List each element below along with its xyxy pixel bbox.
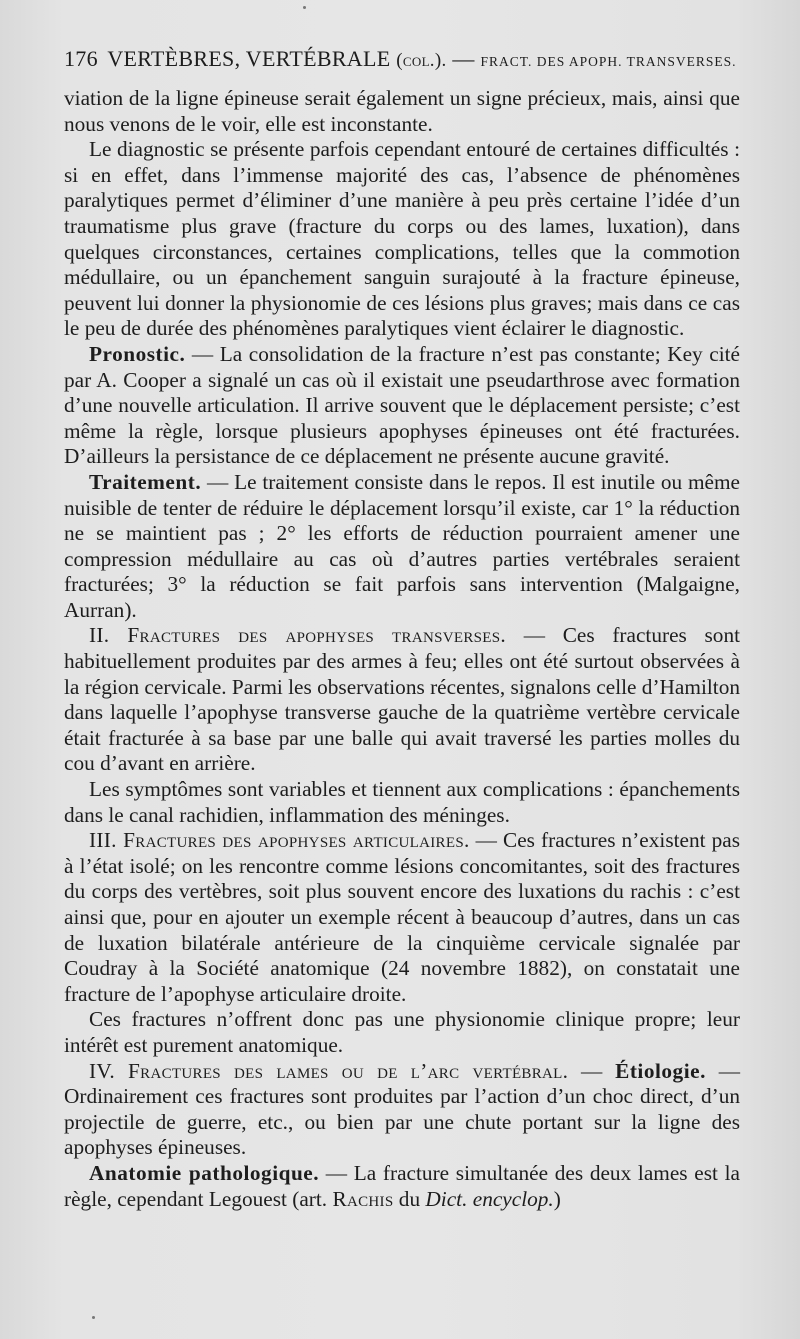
section-heading-lames: IV. Fractures des lames ou de l’arc vertébral.	[89, 1058, 569, 1083]
paragraph	[64, 1059, 740, 1161]
section-heading-etiologie: Étiologie.	[615, 1058, 706, 1083]
paragraph-text: du	[393, 1186, 426, 1211]
reference-rachis: Rachis	[332, 1186, 394, 1211]
section-heading-traitement: Traitement.	[89, 469, 202, 494]
paragraph-text: )	[553, 1186, 561, 1211]
paragraph: viation de la ligne épineuse serait également un signe précieux, mais, ainsi que nous venons de le voir, elle est inconstante.	[64, 86, 740, 136]
paragraph	[64, 470, 740, 624]
reference-dict: Dict. encyclop.	[425, 1186, 554, 1211]
paragraph	[64, 828, 740, 1007]
paragraph	[64, 623, 740, 777]
speck	[92, 1316, 95, 1319]
body-text	[64, 86, 740, 1212]
paragraph: Ces fractures n’offrent donc pas une physionomie clinique propre; leur intérêt est purement anatomique.	[64, 1007, 740, 1057]
section-heading-anatomie: Anatomie pathologique.	[89, 1160, 320, 1185]
paragraph: Le diagnostic se présente parfois cependant entouré de certaines difficultés : si en effet, dans l’immense majorité des cas, l’absence de phénomènes paralytiques permet d’éliminer d’une manière à peu près certaine l’idée d’un traumatisme plus grave (fracture du corps ou des lames, luxation), dans quelques circonstances, certaines complications, telles que la commotion médullaire, ou un épanchement sanguin surajouté à la fracture épineuse, peuvent lui donner la physionomie de ces lésions plus graves; mais dans ce cas le peu de durée des phénomènes paralytiques vient éclairer le diagnostic.	[64, 137, 740, 341]
section-heading-pronostic: Pronostic.	[89, 341, 186, 366]
header-col: (col.).	[396, 50, 447, 71]
dash: —	[568, 1058, 616, 1083]
header-running-head: FRACT. DES APOPH. TRANSVERSES.	[480, 54, 737, 69]
header-title: VERTÈBRES, VERTÉBRALE	[107, 46, 391, 71]
header-dash: —	[452, 46, 475, 71]
paragraph	[64, 1161, 740, 1212]
paragraph	[64, 342, 740, 470]
paragraph-text: — Le traitement consiste dans le repos. Il est inutile ou même nuisible de tenter de réduire le déplacement lorsqu’il existe, car 1° la réduction ne se maintient pas ; 2° les efforts de réduction pourraient amener une compression médullaire au cas où d’autres parties vertébrales seraient fracturées; 3° la réduction se fait parfois sans intervention (Malgaigne, Aurran).	[64, 469, 740, 622]
paragraph-text: — Ces fractures n’existent pas à l’état isolé; on les rencontre comme lésions concomitantes, soit des fractures du corps des vertèbres, soit plus souvent encore des luxations du rachis : c’est ainsi que, pour en ajouter un exemple récent à beaucoup d’autres, dans un cas de luxation bilatérale antérieure de la cinquième cervicale signalée par Coudray à la Société anatomique (24 novembre 1882), on constatait une fracture de l’apophyse articulaire droite.	[64, 828, 740, 1006]
section-heading-articulaires: III. Fractures des apophyses articulaires.	[89, 828, 470, 853]
paragraph-text: — Ordinairement ces fractures sont produites par l’action d’un choc direct, d’un projectile de guerre, etc., ou bien par une chute portant sur la ligne des apophyses épineuses.	[64, 1058, 740, 1160]
section-heading-transverses: II. Fractures des apophyses transverses.	[89, 623, 507, 648]
running-header	[64, 44, 740, 77]
paragraph-text: — La fracture simultanée des deux lames est la règle, cependant Legouest (art.	[64, 1160, 740, 1211]
paragraph: Les symptômes sont variables et tiennent aux complications : épanchements dans le canal rachidien, inflammation des méninges.	[64, 777, 740, 827]
paragraph-text: — Ces fractures sont habituellement produites par des armes à feu; elles ont été surtout observées à la région cervicale. Parmi les observations récentes, signalons celle d’Hamilton dans laquelle l’apophyse transverse gauche de la quatrième vertèbre cervicale était fracturée à sa base par une balle qui avait traversé les parties molles du cou d’avant en arrière.	[64, 623, 741, 776]
paragraph-text: — La consolidation de la fracture n’est pas constante; Key cité par A. Cooper a signalé un cas où il existait une pseudarthrose avec formation d’une nouvelle articulation. Il arrive souvent que le déplacement persiste; c’est même la règle, lorsque plusieurs apophyses épineuses ont été fracturées. D’ailleurs la persistance de ce déplacement ne présente aucune gravité.	[64, 341, 740, 469]
speck	[303, 6, 306, 9]
page-number: 176	[64, 46, 98, 71]
